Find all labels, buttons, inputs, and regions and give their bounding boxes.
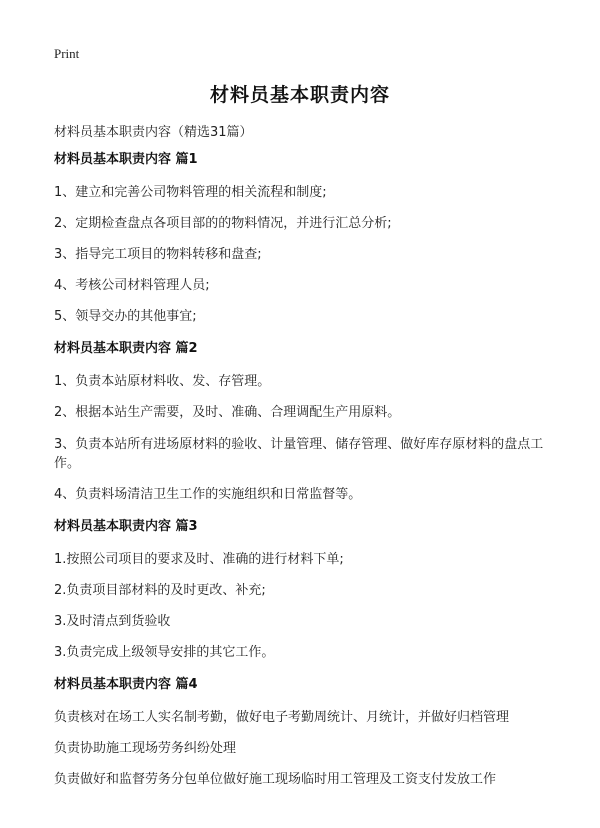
- list-item: 2、定期检查盘点各项目部的的物料情况，并进行汇总分析;: [54, 216, 392, 231]
- document-subtitle: 材料员基本职责内容（精选31篇）: [54, 125, 253, 140]
- list-item: 1、建立和完善公司物料管理的相关流程和制度;: [54, 185, 327, 200]
- section-1: [54, 150, 554, 326]
- list-item: 2.负责项目部材料的及时更改、补充;: [54, 583, 266, 598]
- list-item: 2、根据本站生产需要，及时、准确、合理调配生产用原料。: [54, 405, 401, 420]
- document-body: [54, 150, 554, 802]
- list-item: 4、考核公司材料管理人员;: [54, 278, 210, 293]
- document-title: 材料员基本职责内容: [209, 84, 390, 106]
- section-4: [54, 675, 554, 789]
- list-item: 1、负责本站原材料收、发、存管理。: [54, 374, 271, 389]
- list-item: 负责做好和监督劳务分包单位做好施工现场临时用工管理及工资支付发放工作: [54, 772, 497, 787]
- list-item: 3.及时清点到货验收: [54, 614, 171, 629]
- section-heading: 材料员基本职责内容 篇3: [54, 519, 198, 534]
- section-3: [54, 517, 554, 662]
- list-item: 3.负责完成上级领导安排的其它工作。: [54, 645, 275, 660]
- section-heading: 材料员基本职责内容 篇1: [54, 152, 198, 167]
- list-item: 负责核对在场工人实名制考勤，做好电子考勤周统计、月统计，并做好归档管理: [54, 710, 510, 725]
- list-item: 3、负责本站所有进场原材料的验收、计量管理、储存管理、做好库存原材料的盘点工作。: [54, 437, 544, 471]
- list-item: 3、指导完工项目的物料转移和盘查;: [54, 247, 262, 262]
- list-item: 1.按照公司项目的要求及时、准确的进行材料下单;: [54, 552, 344, 567]
- section-2: [54, 339, 554, 504]
- print-link[interactable]: Print: [54, 46, 80, 61]
- list-item: 负责协助施工现场劳务纠纷处理: [54, 741, 237, 756]
- section-heading: 材料员基本职责内容 篇2: [54, 341, 198, 356]
- list-item: 5、领导交办的其他事宜;: [54, 309, 197, 324]
- list-item: 4、负责料场清洁卫生工作的实施组织和日常监督等。: [54, 487, 362, 502]
- section-heading: 材料员基本职责内容 篇4: [54, 677, 198, 692]
